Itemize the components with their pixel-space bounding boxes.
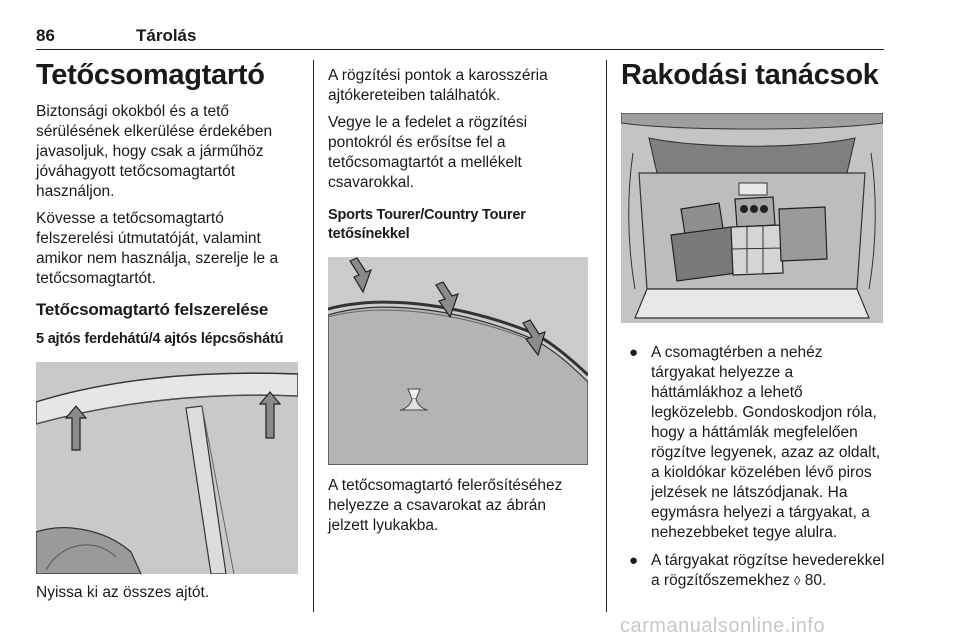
cargo-area-illustration [621,113,883,323]
running-title: Tárolás [136,26,197,45]
loading-tips-list [621,343,889,591]
tip-strap-items: A tárgyakat rögzítse hevederekkel a rögzítőszemekhez [651,552,885,589]
page-reference-icon: ◊ [794,573,801,588]
list-item [621,551,889,591]
column-divider-1 [313,60,314,612]
instruction-paragraph: Kövesse a tetőcsomagtartó felszerelési útmutatóját, valamint amikor nem használja, szerelje le a tetőcsomagtartót. [36,210,279,287]
page-number: 86 [36,26,55,45]
column-divider-2 [606,60,607,612]
page-reference-link[interactable]: 80. [804,572,827,589]
door-frame-illustration [36,362,298,574]
subheading-installation: Tetőcsomagtartó felszerelése [36,300,269,319]
column-3 [621,58,889,591]
cover-removal-paragraph: Vegye le a fedelet a rögzítési pontokról és erősítse fel a tetőcsomagtartót a mellékelt csavarokkal. [328,114,528,191]
column-2 [328,58,588,536]
section-title-loading-tips: Rakodási tanácsok [621,59,879,91]
variant-heading-sports-tourer: Sports Tourer/Country Tourer tetősínekkel [328,207,526,242]
list-item [621,343,889,543]
bullet-icon: ● [629,552,639,569]
page-header [36,20,884,50]
header-rule [36,49,884,50]
figure-caption-doors: Nyissa ki az összes ajtót. [36,584,210,601]
mounting-points-paragraph: A rögzítési pontok a karosszéria ajtókereteiben találhatók. [328,67,548,104]
figure-caption-bolts: A tetőcsomagtartó felerősítéséhez helyezze a csavarokat az ábrán jelzett lyukakba. [328,477,563,534]
watermark: carmanualsonline.info [620,615,826,637]
column-1 [36,58,298,603]
safety-paragraph: Biztonsági okokból és a tető sérülésének elkerülése érdekében javasoljuk, hogy csak a járműhöz jóváhagyott tetőcsomagtartót használjon. [36,103,273,200]
section-title-roof-rack: Tetőcsomagtartó [36,59,265,91]
variant-heading-hatchback: 5 ajtós ferdehátú/4 ajtós lépcsőshátú [36,331,284,347]
tip-heavy-items: A csomagtérben a nehéz tárgyakat helyezze a háttámlákhoz a lehető legközelebb. Gondoskodjon róla, hogy a háttámlák megfelelően rögzítve legyenek, azaz az oldalt, a kioldókar közelében lévő piros jelzések ne látszódjanak. Ha egymásra helyezi a tárgyakat, a nehezebbeket tegye alulra. [651,344,881,541]
bullet-icon: ● [629,344,639,361]
roof-rail-illustration [328,257,588,465]
